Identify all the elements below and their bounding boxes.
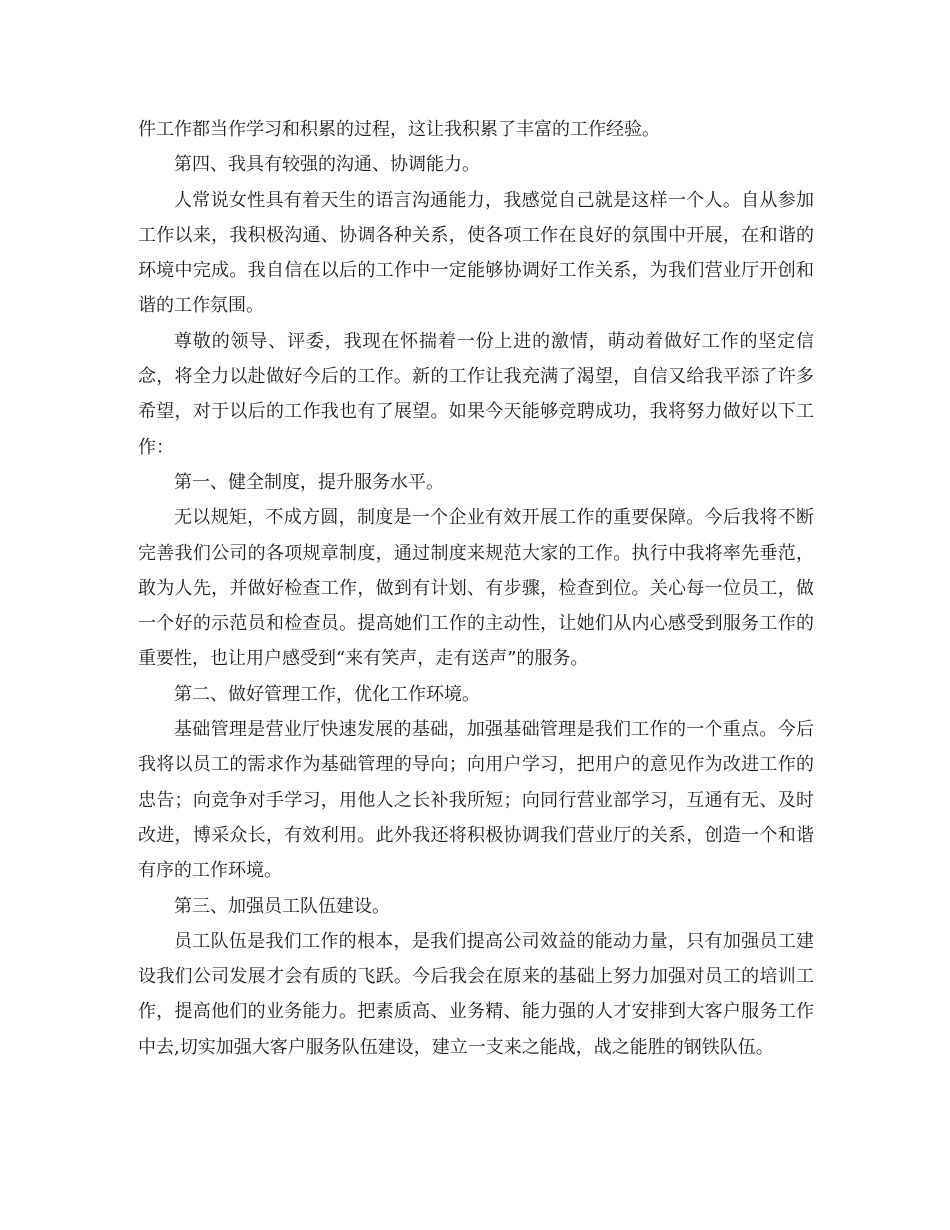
heading-plan-one: 第一、健全制度，提升服务水平。: [174, 471, 444, 493]
paragraph-system: 无以规矩，不成方圆，制度是一个企业有效开展工作的重要保障。今后我将不断完善我们公司的各项规章制度，通过制度来规范大家的工作。执行中我将率先垂范，敢为人先，并做好检查工作，做到有计划、有步骤，检查到位。关心每一位员工，做一个好的示范员和检查员。提高她们工作的主动性，让她们从内心感受到服务工作的重要性，也让用户感受到“来有笑声，走有送声”的服务。: [138, 507, 814, 670]
paragraph-continuation: 件工作都当作学习和积累的过程，这让我积累了丰富的工作经验。: [138, 119, 660, 140]
document-body: [138, 112, 814, 1065]
paragraph-communication: 人常说女性具有着天生的语言沟通能力，我感觉自己就是这样一个人。自从参加工作以来，我积极沟通、协调各种关系，使各项工作在良好的氛围中开展，在和谐的环境中完成。我自信在以后的工作中一定能够协调好工作关系，为我们营业厅开创和谐的工作氛围。: [138, 189, 814, 317]
paragraph-management: 基础管理是营业厅快速发展的基础，加强基础管理是我们工作的一个重点。今后我将以员工的需求作为基础管理的导向；向用户学习，把用户的意见作为改进工作的忠告；向竞争对手学习，用他人之长补我所短；向同行营业部学习，互通有无、及时改进，博采众长，有效利用。此外我还将积极协调我们营业厅的关系，创造一个和谐有序的工作环境。: [138, 719, 814, 882]
heading-plan-three: 第三、加强员工队伍建设。: [174, 895, 390, 917]
paragraph-address-judges: 尊敬的领导、评委，我现在怀揣着一份上进的激情，萌动着做好工作的坚定信念，将全力以赴做好今后的工作。新的工作让我充满了渴望，自信又给我平添了许多希望，对于以后的工作我也有了展望。如果今天能够竞聘成功，我将努力做好以下工作：: [138, 330, 814, 458]
paragraph-team: 员工队伍是我们工作的根本，是我们提高公司效益的能动力量，只有加强员工建设我们公司发展才会有质的飞跃。今后我会在原来的基础上努力加强对员工的培训工作，提高他们的业务能力。把素质高、业务精、能力强的人才安排到大客户服务工作中去,切实加强大客户服务队伍建设，建立一支来之能战，战之能胜的钢铁队伍。: [138, 930, 814, 1058]
heading-plan-two: 第二、做好管理工作，优化工作环境。: [174, 683, 480, 705]
heading-point-four: 第四、我具有较强的沟通、协调能力。: [174, 154, 480, 176]
